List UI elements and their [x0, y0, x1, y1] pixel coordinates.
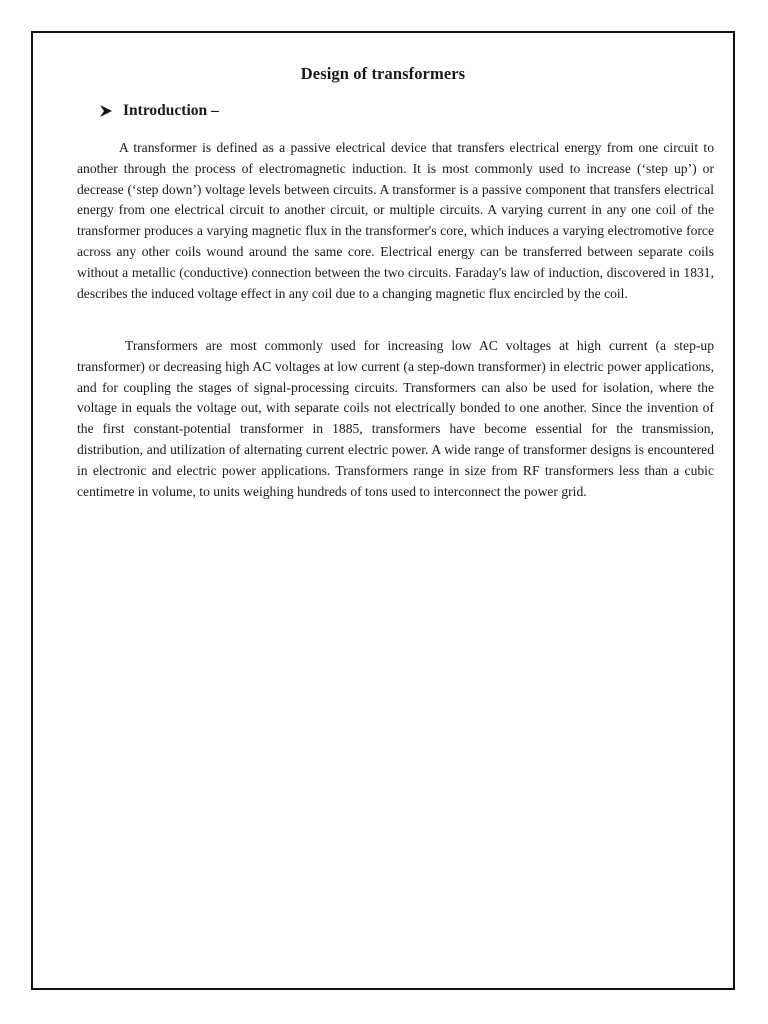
document-title: Design of transformers	[300, 64, 466, 83]
intro-paragraph-2: Transformers are most commonly used for increasing low AC voltages at high current (a step-up transformer) or decreasing high AC voltages at low current (a step-down transformer) in electric power applications, and for coupling the stages of signal-processing circuits. Transformers can also be used for isolation, where the voltage in equals the voltage out, with separate coils not electrically bonded to one another. Since the invention of the first constant-potential transformer in 1885, transformers have become essential for the transmission, distribution, and utilization of alternating current electric power. A wide range of transformer designs is encountered in electronic and electric power applications. Transformers range in size from RF transformers less than a cubic centimetre in volume, to units weighing hundreds of tons used to interconnect the power grid.	[77, 338, 714, 499]
arrowhead-bullet-icon	[99, 104, 113, 118]
section-heading	[99, 102, 219, 120]
intro-paragraph-1: A transformer is defined as a passive electrical device that transfers electrical energy from one circuit to another through the process of electromagnetic induction. It is most commonly used to increase (‘step up’) or decrease (‘step down’) voltage levels between circuits. A transformer is a passive component that transfers electrical energy from one electrical circuit to another circuit, or multiple circuits. A varying current in any one coil of the transformer produces a varying magnetic flux in the transformer's core, which induces a varying electromotive force across any other coils wound around the same core. Electrical energy can be transferred between separate coils without a metallic (conductive) connection between the two circuits. Faraday's law of induction, discovered in 1831, describes the induced voltage effect in any coil due to a changing magnetic flux encircled by the coil.	[77, 140, 714, 301]
section-heading-text: Introduction –	[123, 102, 219, 119]
